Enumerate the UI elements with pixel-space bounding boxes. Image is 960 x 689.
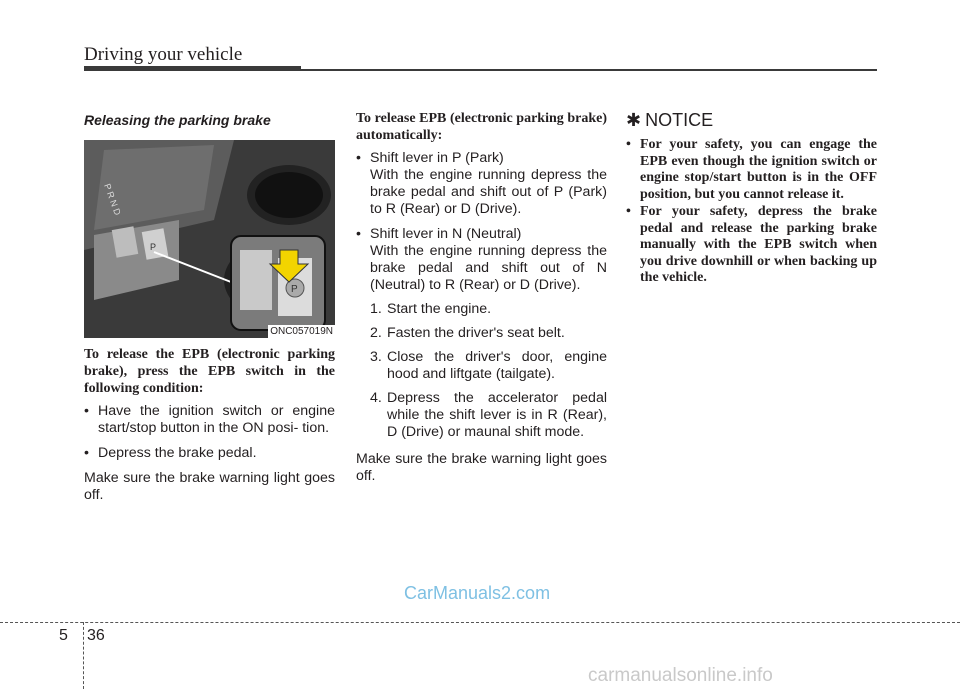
column-left xyxy=(84,110,335,504)
epb-switch-photo xyxy=(84,140,335,338)
column-middle xyxy=(356,110,607,485)
epb-console-illustration xyxy=(84,140,335,338)
figure-code: ONC057019N xyxy=(270,326,333,337)
notice-star-icon: ✱ xyxy=(626,110,642,130)
bullet-text: Depress the brake pedal. xyxy=(98,445,257,461)
intro-text: To release the EPB (electronic parking brake), press the EPB switch in the following condition: xyxy=(84,347,335,396)
site-watermark: carmanualsonline.info xyxy=(588,665,773,686)
notice-text: For your safety, depress the brake pedal and release the parking brake manually with the EPB switch when you drive downhill or when backing up the vehicle. xyxy=(640,204,877,285)
page-header-title: Driving your vehicle xyxy=(84,44,243,65)
bullet-icon: • xyxy=(626,204,631,219)
numbered-step xyxy=(356,349,607,383)
step-number: 2. xyxy=(370,325,382,341)
numbered-step xyxy=(356,390,607,441)
bullet-text: Shift lever in N (Neutral) xyxy=(370,226,522,242)
footer-divider xyxy=(0,622,960,623)
list-item xyxy=(356,226,607,243)
notice-item xyxy=(626,137,877,203)
bullet-icon: • xyxy=(356,226,361,242)
svg-text:P R N D: P R N D xyxy=(102,182,123,217)
numbered-step xyxy=(356,301,607,318)
bullet-icon: • xyxy=(356,150,361,166)
svg-text:P: P xyxy=(291,284,298,295)
list-item xyxy=(84,403,335,437)
notice-title: NOTICE xyxy=(645,110,714,130)
chapter-number: 5 xyxy=(59,627,68,644)
header-bar xyxy=(84,66,301,71)
bullet-text: Have the ignition switch or engine start/stop button in the ON posi- tion. xyxy=(98,403,335,436)
bullet-detail: With the engine running depress the brake pedal and shift out of N (Neutral) to R (Rear) or D (Drive). xyxy=(370,243,607,293)
closing-text: Make sure the brake warning light goes off. xyxy=(356,451,607,484)
step-text: Depress the accelerator pedal while the shift lever is in R (Rear), D (Drive) or maunal shift mode. xyxy=(387,390,607,440)
numbered-step xyxy=(356,325,607,342)
intro-text: To release EPB (electronic parking brake) automatically: xyxy=(356,111,607,143)
step-text: Fasten the driver's seat belt. xyxy=(387,325,565,341)
step-text: Close the driver's door, engine hood and liftgate (tailgate). xyxy=(387,349,607,382)
step-number: 4. xyxy=(370,390,382,406)
page-number: 36 xyxy=(87,627,105,644)
bullet-icon: • xyxy=(84,403,89,419)
closing-text: Make sure the brake warning light goes off. xyxy=(84,470,335,503)
list-item xyxy=(84,445,335,462)
footer-vertical-divider xyxy=(83,622,84,689)
bullet-icon: • xyxy=(84,445,89,461)
step-number: 3. xyxy=(370,349,382,365)
bullet-detail: With the engine running depress the brake pedal and shift out of P (Park) to R (Rear) or D (Drive). xyxy=(370,167,607,217)
list-item xyxy=(356,150,607,167)
watermark-link[interactable]: CarManuals2.com xyxy=(404,583,551,603)
step-number: 1. xyxy=(370,301,382,317)
notice-text: For your safety, you can engage the EPB even though the ignition switch or engine stop/start button is in the OFF position, but you cannot release it. xyxy=(640,137,877,202)
section-heading: Releasing the parking brake xyxy=(84,112,271,128)
column-right xyxy=(626,110,877,287)
bullet-text: Shift lever in P (Park) xyxy=(370,150,504,166)
bullet-icon: • xyxy=(626,137,631,152)
step-text: Start the engine. xyxy=(387,301,492,317)
notice-item xyxy=(626,204,877,287)
svg-text:P: P xyxy=(150,242,157,252)
notice-heading xyxy=(626,110,877,131)
header-rule xyxy=(301,69,877,71)
